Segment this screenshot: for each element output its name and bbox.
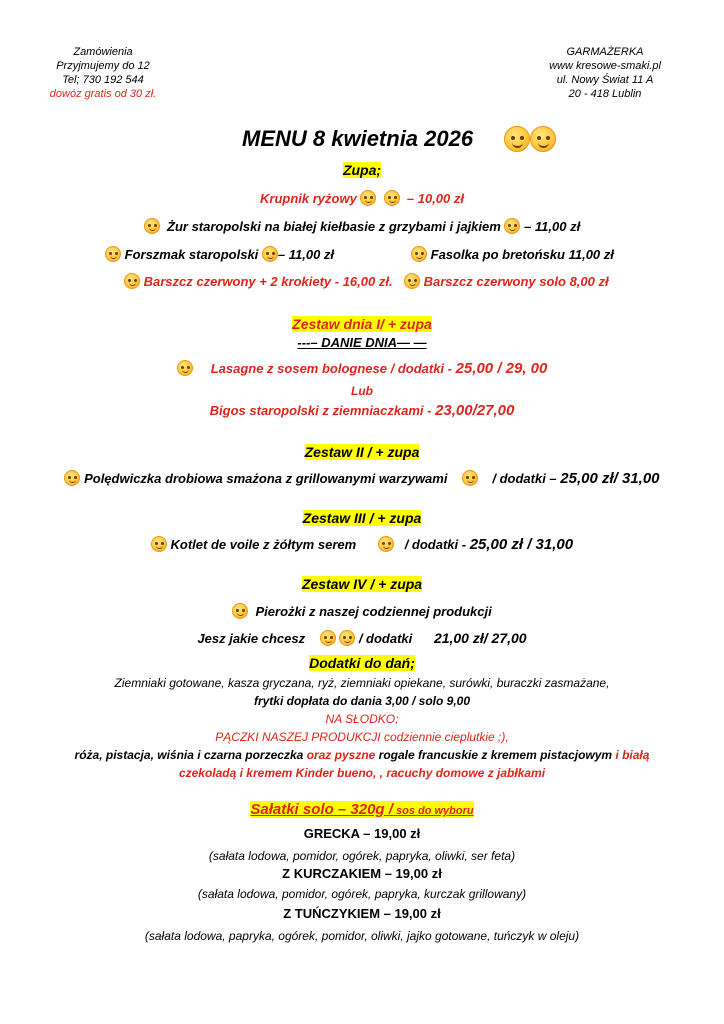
fries-price: dopłata do dania 3,00 / solo 9,00 bbox=[283, 694, 471, 708]
donuts-row bbox=[0, 730, 724, 744]
wink-emoji-icon bbox=[378, 536, 394, 552]
shop-name: GARMAŻERKA bbox=[566, 46, 644, 58]
zur-name: Żur staropolski na białej kiełbasie z grzybami i jajkiem bbox=[167, 219, 501, 234]
set1-heading: Zestaw dnia I/ + zupa bbox=[292, 316, 432, 332]
postal-city: 20 - 418 Lublin bbox=[568, 88, 642, 100]
orders-label: Zamówienia bbox=[73, 46, 133, 58]
title-text: MENU 8 kwietnia 2026 bbox=[242, 126, 474, 151]
jesz-price: 21,00 zł/ 27,00 bbox=[433, 630, 527, 646]
lasagne-row bbox=[0, 360, 724, 377]
set3-item-row bbox=[0, 536, 724, 553]
and-tasty: oraz pyszne bbox=[303, 748, 376, 762]
set4-heading-row bbox=[0, 576, 724, 592]
soup-heading: Zupa; bbox=[342, 162, 382, 178]
greek-salad-row bbox=[0, 826, 724, 841]
tuna-salad: Z TUŃCZYKIEM – 19,00 zł bbox=[283, 906, 441, 921]
fasolka-name: Fasolka po bretońsku 11,00 zł bbox=[430, 247, 614, 262]
barszcz-krokiety: Barszcz czerwony + 2 krokiety - 16,00 zł. bbox=[143, 274, 393, 289]
tuna-salad-desc: (sałata lodowa, papryka, ogórek, pomidor, oliwki, jajko gotowane, tuńczyk w oleju) bbox=[144, 929, 580, 943]
sweet-row bbox=[0, 712, 724, 726]
set3-price: 25,00 zł / 31,00 bbox=[469, 536, 574, 553]
wink-emoji-icon bbox=[144, 218, 160, 234]
street-address: ul. Nowy Świat 11 A bbox=[556, 74, 654, 86]
wink-emoji-icon bbox=[411, 246, 427, 262]
wink-emoji-icon bbox=[530, 126, 556, 152]
pierozki-name: Pierożki z naszej codziennej produkcji bbox=[255, 604, 492, 619]
and-white: i białą bbox=[612, 748, 650, 762]
jesz-row bbox=[0, 630, 724, 646]
set2-heading-row bbox=[0, 444, 724, 460]
dish-of-day-heading: ---– DANIE DNIA— — bbox=[297, 335, 427, 350]
title-emojis bbox=[504, 126, 556, 152]
pierozki-row bbox=[0, 603, 724, 619]
wink-emoji-icon bbox=[177, 360, 193, 376]
set2-item-name: Polędwiczka drobiowa smażona z grillowanymi warzywami bbox=[84, 471, 448, 486]
set3-item-name: Kotlet de voile z żółtym serem bbox=[170, 537, 357, 552]
phone-number[interactable]: Tel; 730 192 544 bbox=[62, 74, 144, 86]
donuts-text: PĄCZKI NASZEJ PRODUKCJI codziennie cieplutkie ;), bbox=[215, 730, 509, 744]
wink-emoji-icon bbox=[151, 536, 167, 552]
wink-emoji-icon bbox=[404, 273, 420, 289]
bigos-name: Bigos staropolski z ziemniaczkami - bbox=[209, 403, 436, 418]
barszcz-solo: Barszcz czerwony solo 8,00 zł bbox=[423, 274, 609, 289]
greek-salad: GRECKA – 19,00 zł bbox=[303, 826, 421, 841]
set2-price-prefix: / dodatki – bbox=[492, 471, 561, 486]
salads-sauce-note: sos do wyboru bbox=[392, 805, 474, 817]
lub-row bbox=[0, 384, 724, 398]
set2-item-row bbox=[0, 470, 724, 487]
dish-of-day-row bbox=[0, 335, 724, 350]
wink-emoji-icon bbox=[64, 470, 80, 486]
krupnik-name: Krupnik ryżowy bbox=[260, 191, 357, 206]
krupnik-row bbox=[0, 190, 724, 208]
set3-price-prefix: / dodatki - bbox=[404, 537, 470, 552]
forszmak-row bbox=[105, 246, 334, 264]
desserts-text: czekoladą i kremem Kinder bueno, , racuchy domowe z jabłkami bbox=[178, 766, 546, 780]
set2-price: 25,00 zł/ 31,00 bbox=[560, 470, 660, 487]
salads-heading: Sałatki solo – 320g / bbox=[250, 801, 393, 818]
barszcz-krokiety-row bbox=[124, 273, 393, 291]
wink-emoji-icon bbox=[360, 190, 376, 206]
lasagne-name: Lasagne z sosem bolognese / dodatki - bbox=[210, 361, 456, 376]
barszcz-solo-row bbox=[404, 273, 609, 291]
wink-emoji-icon bbox=[232, 603, 248, 619]
greek-salad-desc: (sałata lodowa, pomidor, ogórek, papryka, oliwki, ser feta) bbox=[208, 849, 516, 863]
wink-emoji-icon bbox=[504, 126, 530, 152]
sides-list: Ziemniaki gotowane, kasza gryczana, ryż, ziemniaki opiekane, surówki, buraczki zasmażane, bbox=[114, 676, 610, 690]
sides-list-row bbox=[0, 676, 724, 690]
set2-heading: Zestaw II / + zupa bbox=[304, 444, 420, 460]
tuna-salad-row bbox=[0, 906, 724, 921]
zur-price: – 11,00 zł bbox=[524, 219, 581, 234]
wink-emoji-icon bbox=[105, 246, 121, 262]
page-title bbox=[242, 126, 473, 152]
donut-flavors: róża, pistacja, wiśnia i czarna porzeczka bbox=[74, 748, 304, 762]
wink-emoji-icon bbox=[320, 630, 336, 646]
zur-row bbox=[0, 218, 724, 236]
wink-emoji-icon bbox=[339, 630, 355, 646]
set1-heading-row bbox=[0, 316, 724, 332]
soup-section-heading bbox=[0, 162, 724, 178]
chicken-salad: Z KURCZAKIEM – 19,00 zł bbox=[282, 866, 442, 881]
wink-emoji-icon bbox=[462, 470, 478, 486]
krupnik-price: – 10,00 zł bbox=[406, 191, 464, 206]
greek-salad-desc-row bbox=[0, 849, 724, 863]
set4-heading: Zestaw IV / + zupa bbox=[301, 576, 423, 592]
website-link[interactable]: www kresowe-smaki.pl bbox=[549, 60, 661, 72]
wink-emoji-icon bbox=[504, 218, 520, 234]
desserts-row bbox=[0, 766, 724, 780]
set3-heading: Zestaw III / + zupa bbox=[302, 510, 422, 526]
jesz-label: Jesz jakie chcesz bbox=[197, 631, 306, 646]
sweet-heading: NA SŁODKO; bbox=[325, 712, 399, 726]
sides-heading: Dodatki do dań; bbox=[309, 655, 415, 671]
free-delivery-note: dowóz gratis od 30 zł. bbox=[49, 88, 157, 100]
forszmak-price: – 11,00 zł bbox=[277, 247, 335, 262]
lasagne-price: 25,00 / 29, 00 bbox=[455, 360, 548, 377]
bigos-row bbox=[0, 402, 724, 419]
wink-emoji-icon bbox=[384, 190, 400, 206]
wink-emoji-icon bbox=[262, 246, 278, 262]
croissants: rogale francuskie z kremem pistacjowym bbox=[375, 748, 613, 762]
set3-heading-row bbox=[0, 510, 724, 526]
fasolka-row bbox=[411, 246, 614, 264]
fries-row bbox=[0, 694, 724, 708]
chicken-salad-row bbox=[0, 866, 724, 881]
salads-heading-row bbox=[0, 801, 724, 818]
tuna-salad-desc-row bbox=[0, 929, 724, 943]
or-label: Lub bbox=[351, 384, 373, 398]
chicken-salad-desc: (sałata lodowa, pomidor, ogórek, papryka, kurczak grillowany) bbox=[197, 887, 527, 901]
header-right bbox=[515, 45, 695, 101]
forszmak-name: Forszmak staropolski bbox=[124, 247, 259, 262]
fries-label: frytki bbox=[253, 694, 284, 708]
jesz-price-prefix: / dodatki bbox=[358, 631, 413, 646]
orders-deadline: Przyjmujemy do 12 bbox=[56, 60, 150, 72]
header-left bbox=[28, 45, 178, 101]
donuts-flavors-row bbox=[0, 748, 724, 762]
sides-heading-row bbox=[0, 655, 724, 671]
bigos-price: 23,00/27,00 bbox=[435, 402, 515, 419]
chicken-salad-desc-row bbox=[0, 887, 724, 901]
wink-emoji-icon bbox=[124, 273, 140, 289]
